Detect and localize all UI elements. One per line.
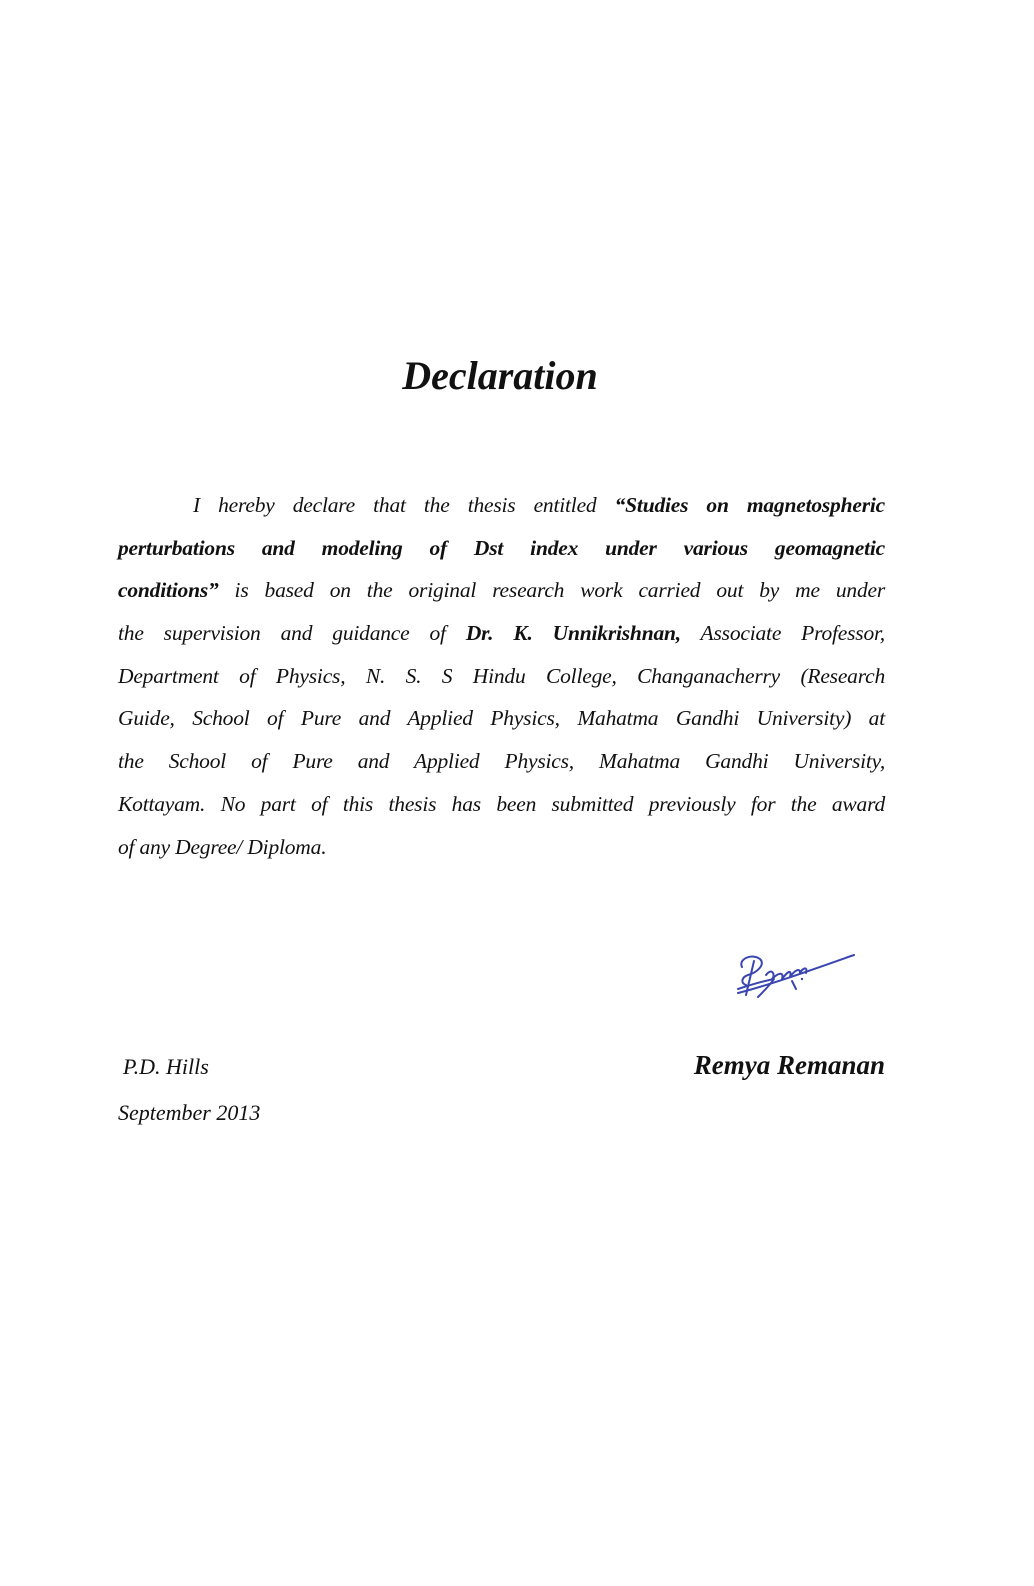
- text: of any Degree/ Diploma.: [118, 834, 327, 859]
- date: September 2013: [118, 1100, 261, 1125]
- paragraph-line: [118, 740, 885, 783]
- author-name: Remya Remanan: [693, 1050, 885, 1080]
- paragraph-line: [118, 527, 885, 570]
- place: P.D. Hills: [123, 1054, 209, 1079]
- declaration-paragraph: [118, 484, 885, 868]
- thesis-title-text: “Studies on magnetospheric: [614, 493, 885, 517]
- text: Guide, School of Pure and Applied Physics, Mahatma Gandhi University) at: [118, 706, 885, 731]
- paragraph-line: [118, 783, 885, 826]
- signature-image: [730, 945, 860, 1005]
- text: the supervision and guidance of: [118, 621, 466, 646]
- text: Kottayam. No part of this thesis has been submitted previously for the award: [118, 791, 885, 816]
- text: Associate Professor,: [680, 621, 885, 646]
- supervisor-name: Dr. K. Unnikrishnan,: [465, 621, 681, 646]
- paragraph-line: [118, 612, 885, 655]
- paragraph-line: [118, 484, 885, 527]
- text: Department of Physics, N. S. S Hindu College, Changanacherry (Research: [118, 663, 885, 688]
- thesis-title-text: conditions”: [118, 578, 219, 603]
- text: is based on the original research work carried out by me under: [218, 578, 885, 603]
- paragraph-line: [118, 826, 885, 869]
- paragraph-line: [118, 655, 885, 698]
- paragraph-line: [118, 697, 885, 740]
- page-title: Declaration: [402, 353, 598, 398]
- paragraph-line: [118, 569, 885, 612]
- text: I hereby declare that the thesis entitled: [193, 493, 615, 517]
- text: the School of Pure and Applied Physics, Mahatma Gandhi University,: [118, 749, 885, 774]
- thesis-title-text: perturbations and modeling of Dst index under various geomagnetic: [118, 535, 885, 560]
